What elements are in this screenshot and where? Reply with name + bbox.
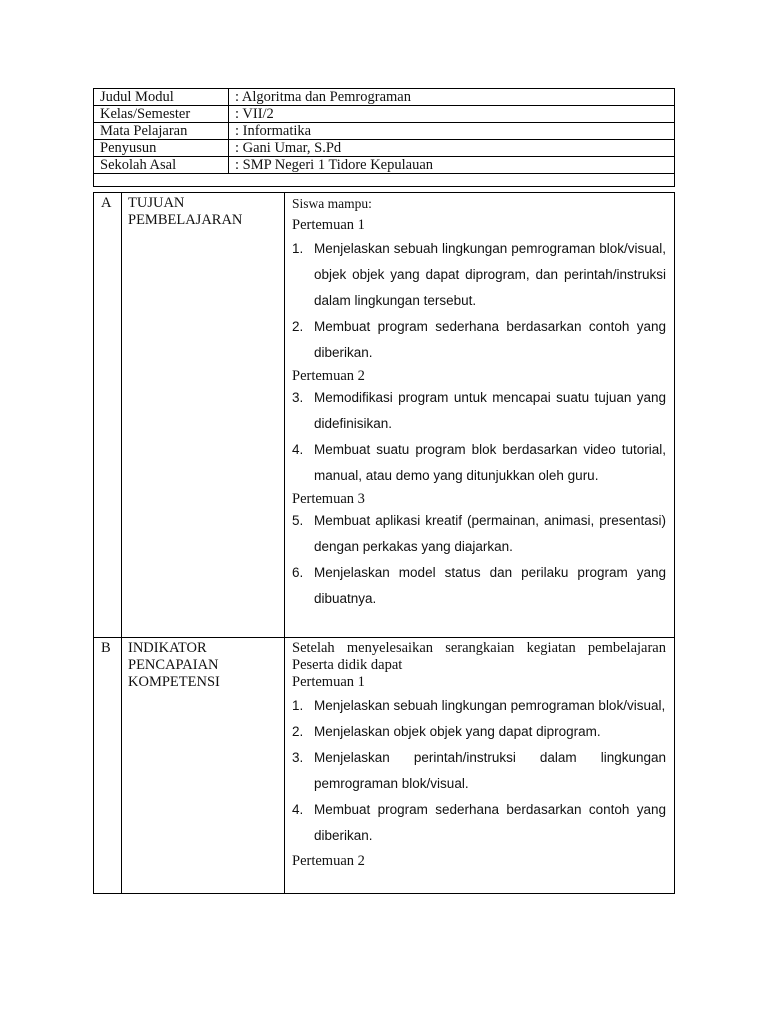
meeting-label: Pertemuan 2 <box>292 368 365 384</box>
info-label: Sekolah Asal <box>94 157 229 174</box>
item-number: 1. <box>292 241 304 256</box>
info-label: Kelas/Semester <box>94 106 229 123</box>
item-number: 4. <box>292 442 304 457</box>
item-text: Membuat program sederhana berdasarkan contoh yang diberikan. <box>314 319 666 360</box>
info-value: : Algoritma dan Pemrograman <box>229 89 675 106</box>
section-letter: A <box>101 195 112 211</box>
info-label: Mata Pelajaran <box>94 123 229 140</box>
item-number: 3. <box>292 390 304 405</box>
list-item <box>292 508 666 560</box>
objective-list <box>292 385 666 489</box>
info-row <box>94 106 675 123</box>
section-a <box>93 192 675 638</box>
item-text: Menjelaskan perintah/instruksi dalam lingkungan pemrograman blok/visual. <box>314 750 666 791</box>
list-item <box>292 437 666 489</box>
objective-list <box>292 508 666 612</box>
section-title: TUJUAN PEMBELAJARAN <box>128 195 243 228</box>
info-row <box>94 123 675 140</box>
indicator-list <box>292 693 666 849</box>
info-value: : Gani Umar, S.Pd <box>229 140 675 157</box>
info-value: : VII/2 <box>229 106 675 123</box>
item-number: 2. <box>292 319 304 334</box>
spacer-row <box>94 174 675 187</box>
item-number: 1. <box>292 698 304 713</box>
section-title: INDIKATOR PENCAPAIAN KOMPETENSI <box>128 640 220 690</box>
section-letter: B <box>101 640 111 656</box>
meeting-label: Pertemuan 3 <box>292 491 365 507</box>
spacer-cell <box>94 174 675 187</box>
item-text: Membuat program sederhana berdasarkan contoh yang diberikan. <box>314 802 666 843</box>
item-text: Memodifikasi program untuk mencapai suatu tujuan yang didefinisikan. <box>314 390 666 431</box>
info-row <box>94 89 675 106</box>
item-text: Menjelaskan objek objek yang dapat diprogram. <box>314 724 601 739</box>
list-item <box>292 560 666 612</box>
intro-text: Setelah menyelesaikan serangkaian kegiatan pembelajaran Peserta didik dapat <box>292 640 666 673</box>
module-info-table <box>93 88 675 187</box>
objective-list <box>292 236 666 366</box>
meeting-label: Pertemuan 1 <box>292 674 365 690</box>
section-b <box>93 637 675 894</box>
item-number: 6. <box>292 565 304 580</box>
list-item <box>292 314 666 366</box>
item-text: Membuat aplikasi kreatif (permainan, animasi, presentasi) dengan perkakas yang diajarkan. <box>314 513 666 554</box>
meeting-label: Pertemuan 2 <box>292 853 365 869</box>
info-value: : Informatika <box>229 123 675 140</box>
item-text: Membuat suatu program blok berdasarkan video tutorial, manual, atau demo yang ditunjukkan oleh guru. <box>314 442 666 483</box>
letter-column <box>94 638 122 893</box>
section-b-content <box>292 640 666 870</box>
info-label: Judul Modul <box>94 89 229 106</box>
section-a-content <box>292 195 666 612</box>
info-row <box>94 140 675 157</box>
item-number: 4. <box>292 802 304 817</box>
list-item <box>292 719 666 745</box>
item-text: Menjelaskan sebuah lingkungan pemrograman blok/visual, <box>314 698 666 713</box>
list-item <box>292 745 666 797</box>
list-item <box>292 385 666 437</box>
list-item <box>292 236 666 314</box>
meeting-label: Pertemuan 1 <box>292 217 365 233</box>
list-item <box>292 797 666 849</box>
title-column <box>121 193 285 637</box>
info-value: : SMP Negeri 1 Tidore Kepulauan <box>229 157 675 174</box>
intro-text: Siswa mampu: <box>292 196 372 211</box>
list-item <box>292 693 666 719</box>
item-number: 3. <box>292 750 304 765</box>
info-label: Penyusun <box>94 140 229 157</box>
item-text: Menjelaskan model status dan perilaku program yang dibuatnya. <box>314 565 666 606</box>
info-row <box>94 157 675 174</box>
item-number: 5. <box>292 513 304 528</box>
letter-column <box>94 193 122 637</box>
item-text: Menjelaskan sebuah lingkungan pemrograman blok/visual, objek objek yang dapat diprogram, dan perintah/instruksi dalam lingkungan tersebut. <box>314 241 666 308</box>
item-number: 2. <box>292 724 304 739</box>
